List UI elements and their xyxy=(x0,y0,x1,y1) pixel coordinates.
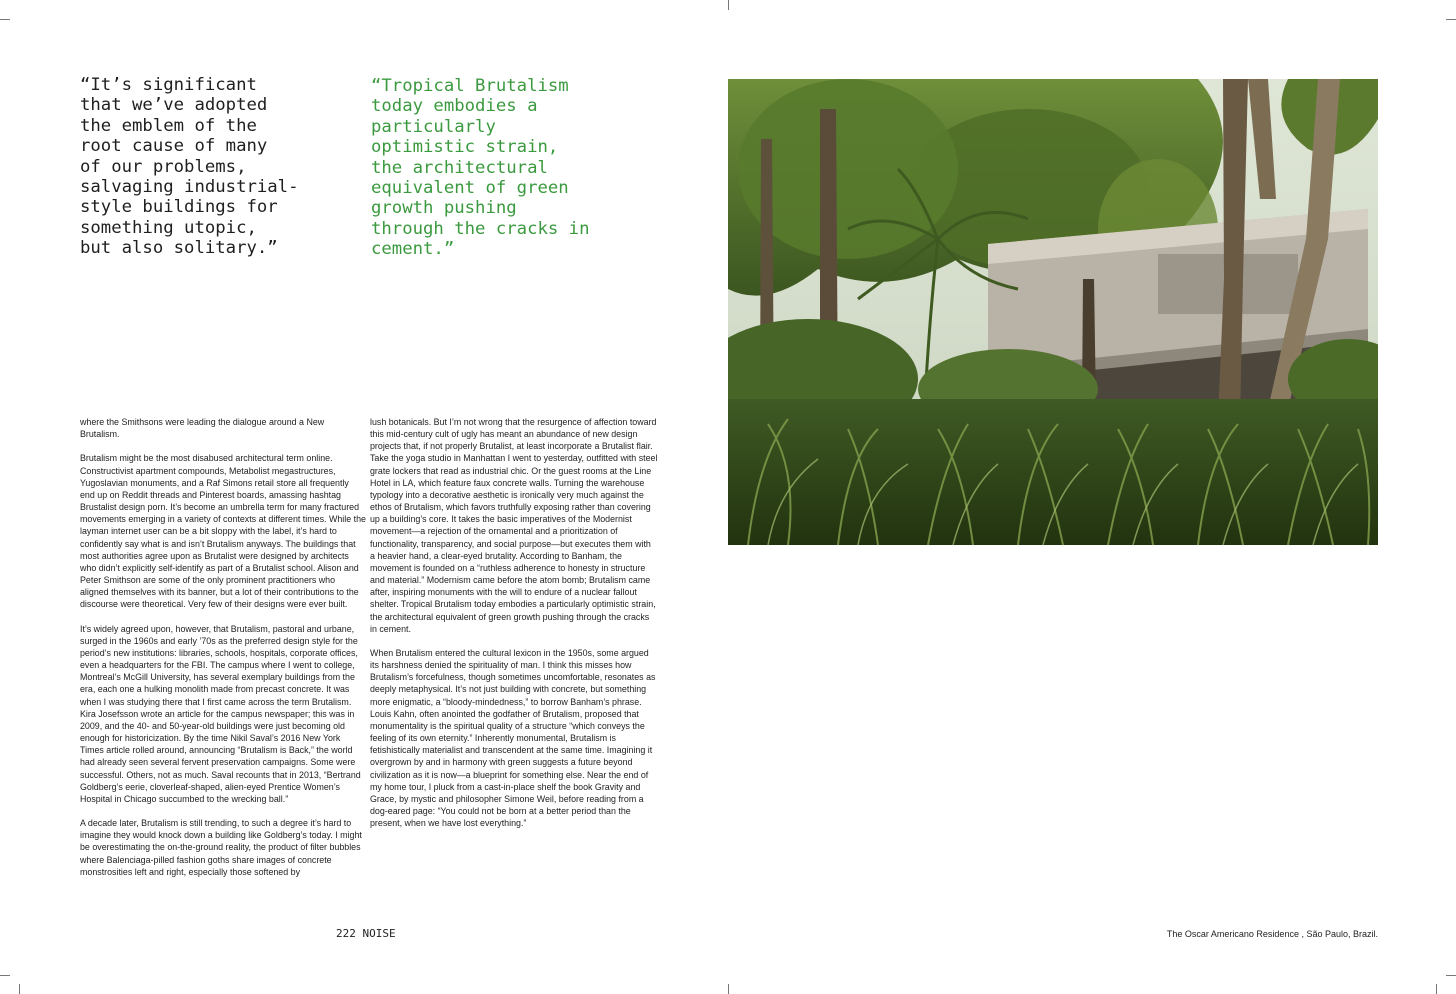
crop-mark-bottom-right xyxy=(1446,975,1456,976)
crop-mark-bottom-right-v xyxy=(1436,984,1437,994)
crop-mark-bottom-center xyxy=(728,984,729,994)
pull-quote-right: “Tropical Brutalism today embodies a particularly optimistic strain, the architectural equivalent of green growth pushing through the cracks in cement.” xyxy=(371,76,590,260)
paragraph: It’s widely agreed upon, however, that Brutalism, pastoral and urbane, surged in the 1960s and early ’70s as the preferred design style for the period’s new institutions: libraries, schools, hospitals, corporate offices, even a headquarters for the FBI. The campus where I went to college, Montreal’s McGill University, has several exemplary buildings from the era, each one a hulking monolith made from precast concrete. It was when I was studying there that I first came across the term Brutalism. Kira Josefsson wrote an article for the campus newspaper; this was in 2009, and the 40- and 50-year-old buildings were just becoming old enough for historicization. By the time Nikil Saval’s 2016 New York Times article rolled around, announcing “Brutalism is Back,” the world had already seen several fervent preservation campaigns. Some were successful. Others, not as much. Saval recounts that in 2013, “Bertrand Goldberg’s eerie, cloverleaf-shaped, alien-eyed Prentice Women’s Hospital in Chicago succumbed to the wrecking ball.” xyxy=(80,623,361,804)
paragraph: When Brutalism entered the cultural lexicon in the 1950s, some argued its harshness denied the spirituality of man. I think this misses how Brutalism’s forcefulness, though sometimes uncomfortable, resonates as deeply metaphysical. It’s not just building with concrete, but something more enigmatic, a “bloody-mindedness,” to borrow Banham’s phrase. Louis Kahn, often anointed the godfather of Brutalism, proposed that monumentality is the spiritual quality of a structure “which conveys the feeling of its own eternity.” Inherently monumental, Brutalism is fetishistically materialist and transcendent at the same time. Imagining it overgrown by and in harmony with green suggests a future beyond civilization as it is now—a blueprint for something else. Near the end of my home tour, I pluck from a cast-in-place shelf the book Gravity and Grace, by mystic and philosopher Simone Weil, before reading from a dog-eared page: “You could not be born at a better period than the present, when we have lost everything.” xyxy=(370,647,656,829)
page-folio: 222 NOISE xyxy=(336,927,396,940)
crop-mark-top-left xyxy=(0,19,10,20)
residence-photo xyxy=(728,79,1378,545)
pull-quote-left: “It’s significant that we’ve adopted the emblem of the root cause of many of our problems, salvaging industrial- style buildings for something utopic, but also solitary.” xyxy=(80,75,299,259)
paragraph: Brutalism might be the most disabused architectural term online. Constructivist apartment compounds, Metabolist megastructures, Yugoslavian monuments, and a Raf Simons retail store all frequently end up on Reddit threads and Pinterest boards, amassing hashtag Brustalist design porn. It’s become an umbrella term for many fractured movements emerging in a variety of contexts at different times. While the layman internet user can be a bit sloppy with the label, it’s hard to confidently say what is and isn’t Brutalism anyways. The buildings that most authorities agree upon as Brutalist were designed by architects who didn’t explicitly self-identify as part of a Brutalist school. Alison and Peter Smithson are some of the only prominent practitioners who aligned themselves with its banner, but a lot of their contributions to the discourse were theoretical. Very few of their designs were ever built. xyxy=(80,453,366,610)
body-column-right xyxy=(370,416,658,841)
residence-photo-illustration xyxy=(728,79,1378,545)
crop-mark-bottom-left xyxy=(0,975,10,976)
paragraph: A decade later, Brutalism is still trending, to such a degree it’s hard to imagine they would knock down a building like Goldberg’s today. I might be overestimating the on-the-ground reality, the product of filter bubbles where Balenciaga-pilled fashion goths share images of concrete monstrosities left and right, especially those softened by xyxy=(80,818,362,877)
crop-mark-top-right xyxy=(1446,19,1456,20)
crop-mark-bottom-left-v xyxy=(19,984,20,994)
paragraph: lush botanicals. But I’m not wrong that the resurgence of affection toward this mid-century cult of ugly has meant an abundance of new design projects that, if not properly Brutalist, at least incorporate a Brutalist flair. Take the yoga studio in Manhattan I went to yesterday, outfitted with steel grate lockers that read as industrial chic. Or the guest rooms at the Line Hotel in LA, which feature faux concrete walls. Turning the warehouse typology into a decorative aesthetic is ironically very much against the ethos of Brutalism, which favors truthfully exposing rather than covering up a building’s core. It takes the basic imperatives of the Modernist movement—a rejection of the ornamental and a prioritization of functionality, transparency, and social purpose—but executes them with a heavier hand, a clear-eyed brutality. According to Banham, the movement is founded on a “ruthless adherence to honesty in structure and material.” Modernism came before the atom bomb; Brutalism came after, inspiring monuments with the will to endure of a nuclear fallout shelter. Tropical Brutalism today embodies a particularly optimistic strain, the architectural equivalent of green growth pushing through the cracks in cement. xyxy=(370,417,658,634)
crop-mark-top-center xyxy=(728,0,729,10)
body-column-left xyxy=(80,416,366,890)
paragraph: where the Smithsons were leading the dialogue around a New Brutalism. xyxy=(80,417,325,440)
photo-caption: The Oscar Americano Residence , São Paulo, Brazil. xyxy=(1166,929,1378,939)
